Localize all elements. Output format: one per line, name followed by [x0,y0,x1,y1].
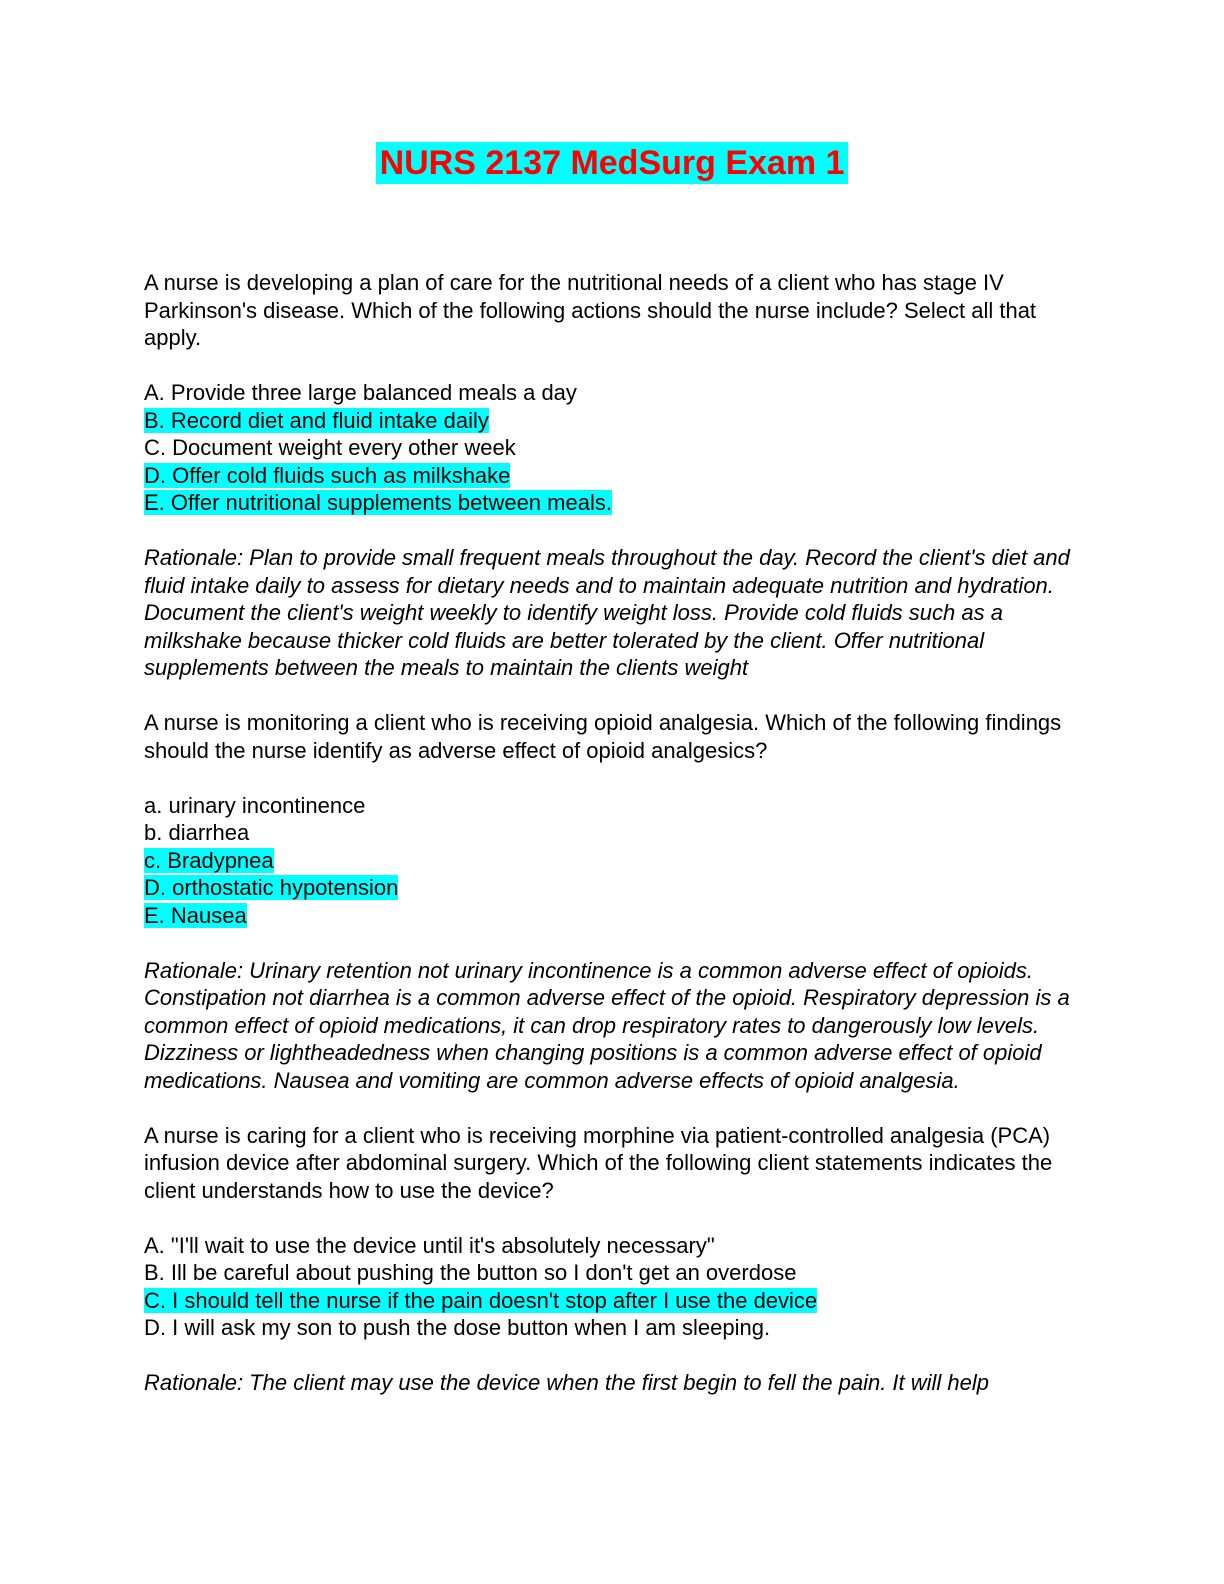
answer-option: B. Ill be careful about pushing the button so I don't get an overdose [144,1260,797,1285]
question-block-2 [144,709,1084,1094]
answer-option: C. Document weight every other week [144,435,516,460]
answer-option-highlighted: E. Nausea [144,902,247,928]
answer-option-highlighted: B. Record diet and fluid intake daily [144,407,489,433]
answer-option: D. I will ask my son to push the dose button when I am sleeping. [144,1315,771,1340]
answer-option: b. diarrhea [144,820,250,845]
question-block-3 [144,1122,1084,1397]
answer-option-highlighted: D. Offer cold fluids such as milkshake [144,462,511,488]
answer-option-highlighted: E. Offer nutritional supplements between meals. [144,490,612,515]
rationale-text: Rationale: The client may use the device when the first begin to fell the pain. It will help [144,1370,990,1395]
answer-option: a. urinary incontinence [144,792,366,818]
question-stem: A nurse is caring for a client who is receiving morphine via patient-controlled analgesia (PCA) infusion device after abdominal surgery. Which of the following client statements indicates the client understands how to use the device? [144,1122,1053,1203]
question-stem: A nurse is monitoring a client who is receiving opioid analgesia. Which of the following findings should the nurse identify as adverse effect of opioid analgesics? [144,710,1062,763]
document-title: NURS 2137 MedSurg Exam 1 [376,142,849,184]
title-wrap [0,142,1224,184]
question-block-1 [144,269,1084,682]
rationale-text: Rationale: Urinary retention not urinary incontinence is a common adverse effect of opioids. Constipation not diarrhea is a common adverse effect of the opioid. Respiratory depression is a common effect of opioid medications, it can drop respiratory rates to dangerously low levels. Dizziness or lightheadedness when changing positions is a common adverse effect of opioid medications. Nausea and vomiting are common adverse effects of opioid analgesia. [144,957,1070,1093]
question-stem: A nurse is developing a plan of care for the nutritional needs of a client who has stage IV Parkinson's disease. Which of the following actions should the nurse include? Select all that apply. [144,270,1037,350]
answer-options [144,792,1084,930]
answer-options [144,1232,1084,1342]
rationale-text: Rationale: Plan to provide small frequent meals throughout the day. Record the client's diet and fluid intake daily to assess for dietary needs and to maintain adequate nutrition and hydration. Document the client's weight weekly to identify weight loss. Provide cold fluids such as a milkshake because thicker cold fluids are better tolerated by the client. Offer nutritional supplements between the meals to maintain the clients weight [144,545,1070,680]
answer-option-highlighted: C. I should tell the nurse if the pain doesn't stop after I use the device [144,1287,818,1313]
answer-options [144,379,1084,517]
document-content [144,269,1084,1397]
answer-option: A. Provide three large balanced meals a day [144,380,577,405]
answer-option: A. "I'll wait to use the device until it's absolutely necessary" [144,1232,715,1258]
answer-option-highlighted: D. orthostatic hypotension [144,875,399,900]
answer-option-highlighted: c. Bradypnea [144,847,274,873]
